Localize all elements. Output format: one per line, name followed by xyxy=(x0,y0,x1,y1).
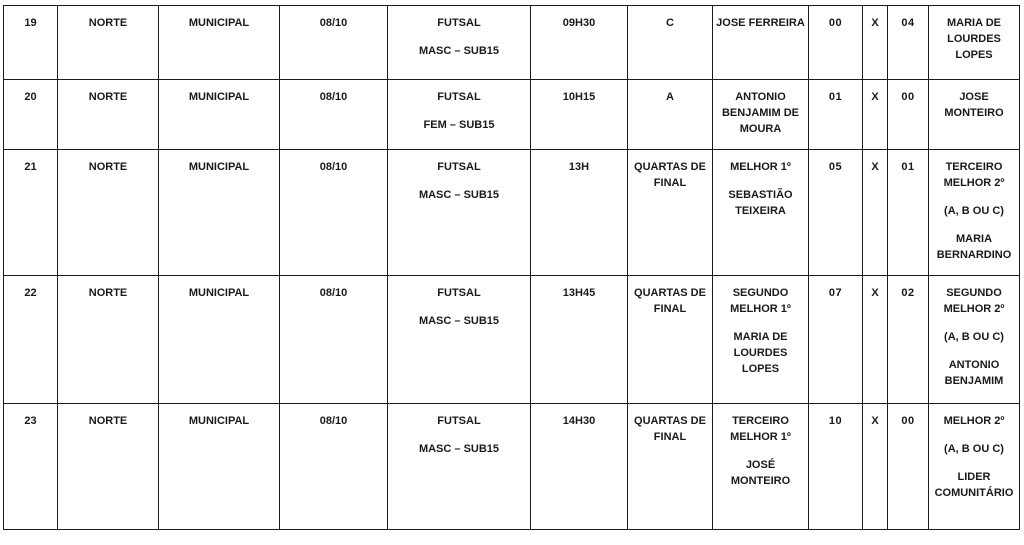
zone-cell: NORTE xyxy=(58,6,159,80)
away-score-cell: 04 xyxy=(888,6,929,80)
away-team-cell-line: SEGUNDO MELHOR 2º xyxy=(943,287,1005,315)
versus-cell: X xyxy=(863,276,888,404)
away-team-cell xyxy=(929,6,1020,80)
away-team-cell-line: MELHOR 2º xyxy=(943,415,1005,427)
date-cell: 08/10 xyxy=(280,80,388,150)
stage-cell-line: QUARTAS DE FINAL xyxy=(634,415,706,443)
competition-level-cell: MUNICIPAL xyxy=(159,80,280,150)
home-team-cell-line: ANTONIO BENJAMIM DE MOURA xyxy=(721,91,799,135)
home-team-cell xyxy=(713,276,809,404)
away-team-cell-line: (A, B OU C) xyxy=(944,331,1004,343)
date-cell: 08/10 xyxy=(280,276,388,404)
modality-cell-line: MASC – SUB15 xyxy=(418,189,500,201)
time-cell: 09H30 xyxy=(531,6,628,80)
home-team-cell xyxy=(713,6,809,80)
home-team-cell xyxy=(713,150,809,276)
away-score-cell: 01 xyxy=(888,150,929,276)
modality-cell-line: FUTSAL xyxy=(437,17,481,29)
away-team-cell-line: TERCEIRO MELHOR 2º xyxy=(943,161,1005,189)
home-team-cell-line: MELHOR 1º xyxy=(730,161,791,173)
home-score-cell: 10 xyxy=(809,404,863,530)
table-row xyxy=(4,80,1020,150)
modality-cell xyxy=(388,276,531,404)
zone-cell: NORTE xyxy=(58,80,159,150)
date-cell: 08/10 xyxy=(280,404,388,530)
stage-cell xyxy=(628,6,713,80)
match-number-cell: 20 xyxy=(4,80,58,150)
home-score-cell: 01 xyxy=(809,80,863,150)
versus-cell: X xyxy=(863,80,888,150)
stage-cell xyxy=(628,150,713,276)
home-team-cell-line: JOSE FERREIRA xyxy=(716,17,805,29)
stage-cell xyxy=(628,80,713,150)
away-team-cell xyxy=(929,404,1020,530)
stage-cell xyxy=(628,404,713,530)
competition-level-cell: MUNICIPAL xyxy=(159,150,280,276)
date-cell: 08/10 xyxy=(280,6,388,80)
match-number-cell: 21 xyxy=(4,150,58,276)
away-team-cell-line: ANTONIO BENJAMIM xyxy=(944,359,1004,387)
away-team-cell-line: (A, B OU C) xyxy=(944,443,1004,455)
stage-cell-line: QUARTAS DE FINAL xyxy=(634,287,706,315)
time-cell: 10H15 xyxy=(531,80,628,150)
stage-cell-line: QUARTAS DE FINAL xyxy=(634,161,706,189)
away-team-cell-line: MARIA DE LOURDES LOPES xyxy=(947,17,1001,61)
match-number-cell: 19 xyxy=(4,6,58,80)
home-team-cell xyxy=(713,404,809,530)
modality-cell-line: FUTSAL xyxy=(437,287,481,299)
home-score-cell: 07 xyxy=(809,276,863,404)
match-number-cell: 23 xyxy=(4,404,58,530)
stage-cell-line: A xyxy=(666,91,674,103)
table-row xyxy=(4,150,1020,276)
versus-cell: X xyxy=(863,404,888,530)
competition-level-cell: MUNICIPAL xyxy=(159,404,280,530)
away-team-cell-line: LIDER COMUNITÁRIO xyxy=(934,471,1014,499)
home-team-cell-line: MARIA DE LOURDES LOPES xyxy=(733,331,788,375)
away-team-cell-line: JOSE MONTEIRO xyxy=(944,91,1004,119)
modality-cell-line: MASC – SUB15 xyxy=(418,443,500,455)
modality-cell xyxy=(388,150,531,276)
date-cell: 08/10 xyxy=(280,150,388,276)
away-team-cell xyxy=(929,276,1020,404)
schedule-table xyxy=(3,5,1020,530)
table-row xyxy=(4,276,1020,404)
away-score-cell: 02 xyxy=(888,276,929,404)
away-score-cell: 00 xyxy=(888,404,929,530)
versus-cell: X xyxy=(863,150,888,276)
away-score-cell: 00 xyxy=(888,80,929,150)
away-team-cell-line: MARIA BERNARDINO xyxy=(936,233,1012,261)
modality-cell xyxy=(388,80,531,150)
modality-cell xyxy=(388,404,531,530)
home-team-cell-line: JOSÉ MONTEIRO xyxy=(730,459,791,487)
time-cell: 13H45 xyxy=(531,276,628,404)
modality-cell-line: FUTSAL xyxy=(437,415,481,427)
zone-cell: NORTE xyxy=(58,150,159,276)
competition-level-cell: MUNICIPAL xyxy=(159,276,280,404)
modality-cell-line: MASC – SUB15 xyxy=(418,45,500,57)
away-team-cell-line: (A, B OU C) xyxy=(944,205,1004,217)
modality-cell-line: MASC – SUB15 xyxy=(418,315,500,327)
home-team-cell xyxy=(713,80,809,150)
home-score-cell: 00 xyxy=(809,6,863,80)
modality-cell-line: FUTSAL xyxy=(437,91,481,103)
versus-cell: X xyxy=(863,6,888,80)
table-row xyxy=(4,6,1020,80)
zone-cell: NORTE xyxy=(58,404,159,530)
home-team-cell-line: SEBASTIÃO TEIXEIRA xyxy=(728,189,793,217)
competition-level-cell: MUNICIPAL xyxy=(159,6,280,80)
time-cell: 14H30 xyxy=(531,404,628,530)
table-row xyxy=(4,404,1020,530)
home-team-cell-line: SEGUNDO MELHOR 1º xyxy=(730,287,791,315)
modality-cell xyxy=(388,6,531,80)
home-team-cell-line: TERCEIRO MELHOR 1º xyxy=(730,415,791,443)
away-team-cell xyxy=(929,80,1020,150)
match-number-cell: 22 xyxy=(4,276,58,404)
stage-cell xyxy=(628,276,713,404)
schedule-table-body xyxy=(4,6,1020,530)
time-cell: 13H xyxy=(531,150,628,276)
modality-cell-line: FUTSAL xyxy=(437,161,481,173)
home-score-cell: 05 xyxy=(809,150,863,276)
modality-cell-line: FEM – SUB15 xyxy=(423,119,495,131)
away-team-cell xyxy=(929,150,1020,276)
zone-cell: NORTE xyxy=(58,276,159,404)
stage-cell-line: C xyxy=(666,17,674,29)
